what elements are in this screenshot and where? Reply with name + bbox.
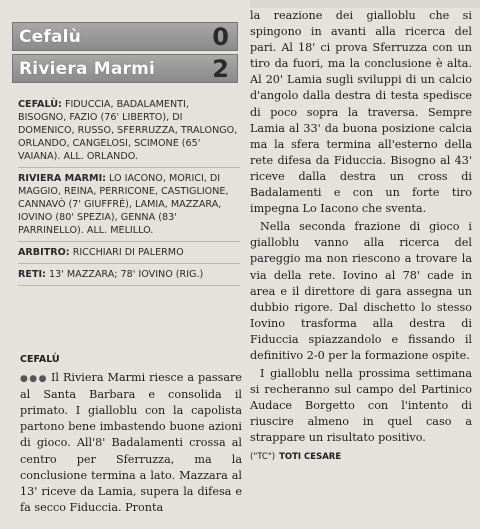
clipped-headline-strip [250, 0, 480, 8]
bullet-dots-icon: ●●● [20, 374, 48, 385]
article-paragraph-1: la reazione dei gialloblu che si spingono in avanti alla ricerca del pari. Al 18' ci prova Sferruzza con un tiro da fuori, ma la conclusione è alta. Al 20' Lamia sugli sviluppi di un calcio d'angolo dalla destra di testa spedisce di poco sopra la traversa. Sempre Lamia al 33' da buona posizione calcia ma la sfera termina all'esterno della rete difesa da Fiduccia. Bisogno al 43' riceve dalla destra un cross di Badalamenti e con un forte tiro impegna Lo Iacono che sventa. [250, 9, 472, 216]
article-left-text [20, 370, 242, 516]
referee [18, 244, 240, 264]
away-lineup [18, 170, 240, 242]
article-paragraph-3: I gialloblu nella prossima settimana si recheranno sul campo del Partinico Audace Borgetto con l'intento di riuscire almeno in quel caso a strappare un risultato positivo. [250, 367, 472, 445]
home-lineup-label: CEFALÙ: [18, 99, 62, 110]
score-row-away [12, 54, 238, 83]
home-team-goals: 0 [212, 22, 229, 51]
article-right-column [250, 8, 472, 465]
away-lineup-label: RIVIERA MARMI: [18, 173, 106, 184]
referee-text: RICCHIARI DI PALERMO [72, 247, 184, 258]
match-sheet [18, 96, 240, 288]
away-team-goals: 2 [212, 54, 229, 83]
article-left-body: Il Riviera Marmi riesce a passare al Santa Barbara e consolida il primato. I gialloblu con la capolista partono bene imbastendo buone azioni di gioco. All'8' Badalamenti crossa al centro per Sferruzza, ma la conclusione termina a lato. Mazzara al 13' riceve da Lamia, supera la difesa e fa secco Fiduccia. Pronta [20, 371, 242, 514]
goals-text: 13' MAZZARA; 78' IOVINO (RIG.) [48, 269, 204, 280]
article-kicker: CEFALÙ [20, 354, 60, 365]
home-team-name: Cefalù [19, 26, 82, 47]
goals-label: RETI: [18, 269, 46, 280]
away-team-name: Riviera Marmi [19, 58, 156, 79]
home-lineup [18, 96, 240, 168]
article-byline [250, 449, 472, 465]
byline-author: TOTI CESARE [279, 451, 342, 462]
goals-scored [18, 266, 240, 286]
referee-label: ARBITRO: [18, 247, 70, 258]
away-lineup-text: LO IACONO, MORICI, DI MAGGIO, REINA, PERRICONE, CASTIGLIONE, CANNAVÒ (7' GIUFFRÈ), LAMIA, MAZZARA, IOVINO (80' SPEZIA), GENNA (83' PARRINELLO). ALL. MELILLO. [18, 173, 229, 236]
article-left-column [20, 352, 242, 516]
home-lineup-text: FIDUCCIA, BADALAMENTI, BISOGNO, FAZIO (76' LIBERTO), DI DOMENICO, RUSSO, SFERRUZZA, TRALONGO, ORLANDO, CANGELOSI, SCIMONE (65' VAIANA). ALL. ORLANDO. [18, 99, 238, 162]
byline-credit: ("TC") [250, 451, 276, 462]
article-paragraph-2: Nella seconda frazione di gioco i gialloblu vanno alla ricerca del pareggio ma non riescono a trovare la via della rete. Iovino al 78' cade in area e il direttore di gara assegna un dubbio rigore. Dal dischetto lo stesso Iovino trasforma alla destra di Fiduccia spiazzandolo e fissando il definitivo 2-0 per la formazione ospite. [250, 220, 472, 362]
score-row-home [12, 22, 238, 51]
scoreboard [12, 22, 238, 86]
